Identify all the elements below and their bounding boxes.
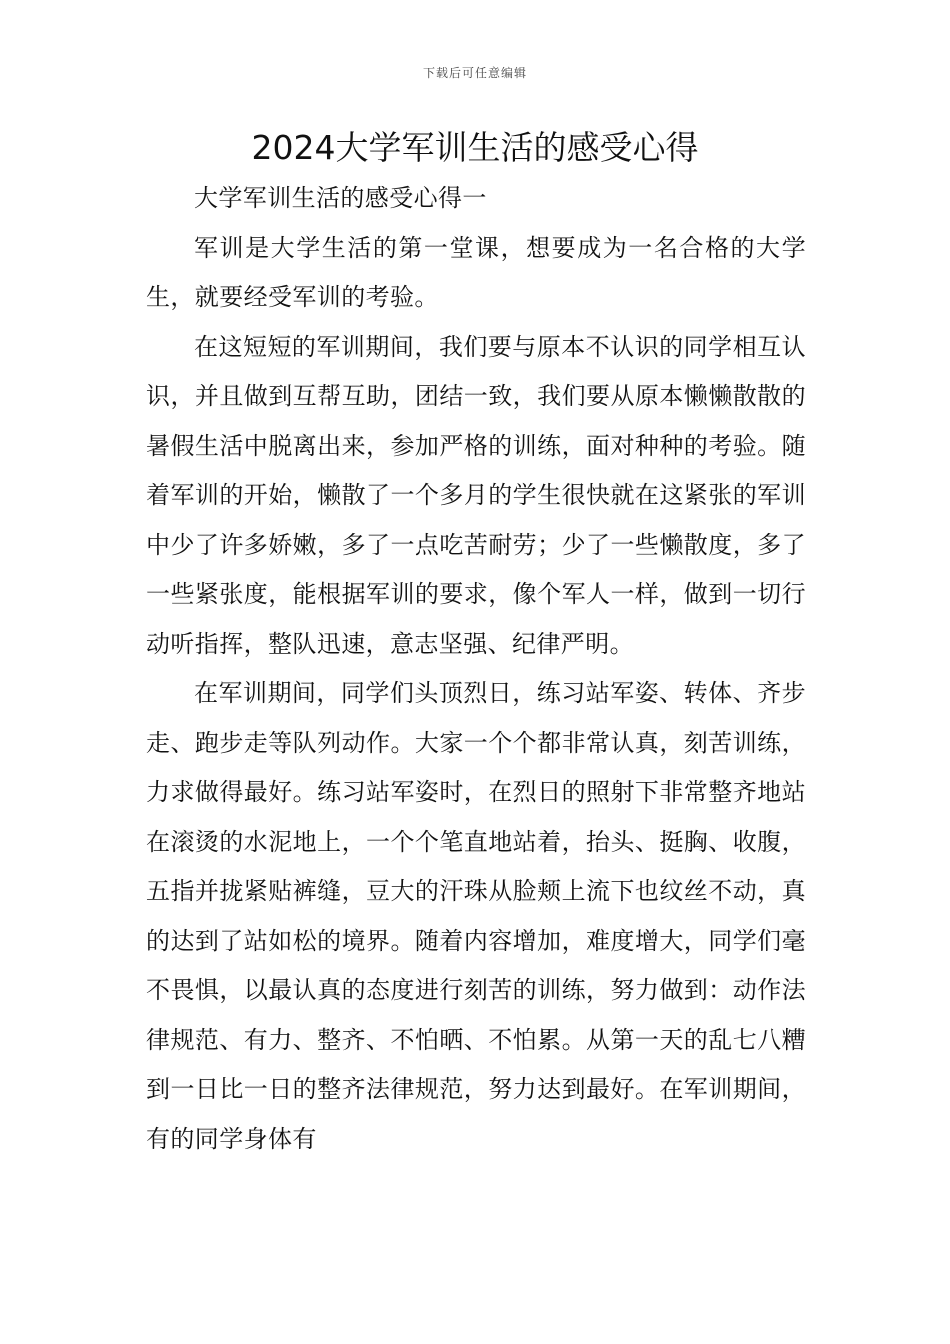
paragraph: 军训是大学生活的第一堂课，想要成为一名合格的大学生，就要经受军训的考验。 <box>146 233 806 311</box>
document-title: 2024大学军训生活的感受心得 <box>251 128 699 167</box>
paragraph: 在军训期间，同学们头顶烈日，练习站军姿、转体、齐步走、跑步走等队列动作。大家一个个都非常认真，刻苦训练，力求做得最好。练习站军姿时，在烈日的照射下非常整齐地站在滚烫的水泥地上，一个个笔直地站着，抬头、挺胸、收腹，五指并拢紧贴裤缝，豆大的汗珠从脸颊上流下也纹丝不动，真的达到了站如松的境界。随着内容增加，难度增大，同学们毫不畏惧，以最认真的态度进行刻苦的训练，努力做到：动作法律规范、有力、整齐、不怕晒、不怕累。从第一天的乱七八糟到一日比一日的整齐法律规范，努力达到最好。在军训期间，有的同学身体有 <box>146 679 806 1153</box>
page-header-note: 下载后可任意编辑 <box>422 66 527 80</box>
paragraph: 在这短短的军训期间，我们要与原本不认识的同学相互认识，并且做到互帮互助，团结一致，我们要从原本懒懒散散的暑假生活中脱离出来，参加严格的训练，面对种种的考验。随着军训的开始，懒散了一个多月的学生很快就在这紧张的军训中少了许多娇嫩，多了一点吃苦耐劳；少了一些懒散度，多了一些紧张度，能根据军训的要求，像个军人一样，做到一切行动听指挥，整队迅速，意志坚强、纪律严明。 <box>146 332 806 658</box>
document-body <box>146 174 806 1164</box>
paragraph-subtitle: 大学军训生活的感受心得一 <box>194 184 487 212</box>
